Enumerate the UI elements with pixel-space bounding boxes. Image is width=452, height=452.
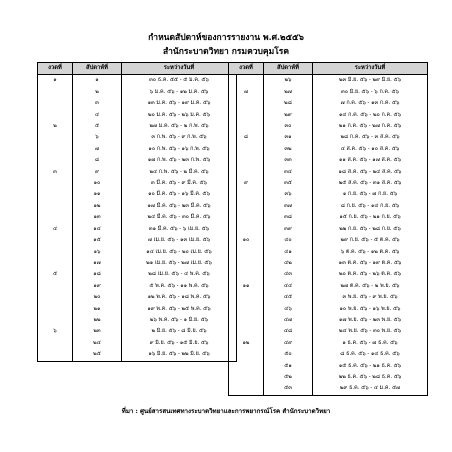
- week-cell: ๑: [73, 75, 122, 87]
- week-cell: ๑๕: [73, 235, 122, 246]
- week-cell: ๓๓: [264, 155, 313, 166]
- date-range-cell: ๓๑ มี.ค. ๕๖ - ๖ เม.ย. ๕๖: [122, 224, 237, 235]
- table-row: [229, 292, 428, 303]
- week-cell: ๓๗: [264, 201, 313, 212]
- month-cell: [38, 292, 73, 303]
- table-row: [38, 349, 237, 361]
- week-cell: ๑๖: [73, 247, 122, 258]
- week-cell: ๓๐: [264, 121, 313, 132]
- date-range-cell: ๓ ก.พ. ๕๖ - ๙ ก.พ. ๕๖: [122, 132, 237, 143]
- week-cell: ๔๙: [264, 338, 313, 349]
- table-row: [229, 144, 428, 155]
- week-cell: ๒๔: [73, 338, 122, 349]
- week-cell: ๑๐: [73, 178, 122, 189]
- month-cell: [38, 201, 73, 212]
- table-row: [229, 167, 428, 178]
- week-cell: ๑๘: [73, 269, 122, 280]
- month-cell: [229, 189, 264, 200]
- month-cell: [38, 155, 73, 166]
- table-row: [229, 338, 428, 349]
- table-row: [229, 189, 428, 200]
- week-cell: ๒๖: [264, 75, 313, 87]
- header-week: สัปดาห์ที่: [264, 63, 313, 75]
- month-cell: ๑: [38, 75, 73, 87]
- date-range-cell: ๒๐ ม.ค. ๕๖ - ๒๖ ม.ค. ๕๖: [122, 110, 237, 121]
- week-cell: ๓๔: [264, 167, 313, 178]
- table-row: [38, 281, 237, 292]
- table-row: [38, 224, 237, 235]
- date-range-cell: ๓๐ ธ.ค. ๕๕ - ๕ ม.ค. ๕๖: [122, 75, 237, 87]
- date-range-cell: ๓ พ.ย. ๕๖ - ๙ พ.ย. ๕๖: [313, 292, 428, 303]
- month-cell: [229, 75, 264, 87]
- week-cell: ๔: [73, 110, 122, 121]
- table-row: [229, 178, 428, 189]
- month-cell: [229, 212, 264, 223]
- month-cell: ๖: [38, 326, 73, 337]
- month-cell: [38, 338, 73, 349]
- table-row: [38, 258, 237, 269]
- page-title: กำหนดสัปดาห์ของการรายงาน พ.ศ.๒๕๕๖: [148, 33, 304, 43]
- table-row: [229, 98, 428, 109]
- month-cell: ๘: [229, 132, 264, 143]
- month-cell: [38, 247, 73, 258]
- table-row: [38, 326, 237, 337]
- table-row: [38, 189, 237, 200]
- month-cell: [229, 110, 264, 121]
- table-row: [229, 304, 428, 315]
- table-row: [38, 110, 237, 121]
- month-cell: [38, 98, 73, 109]
- date-range-cell: ๓ มี.ค. ๕๖ - ๙ มี.ค. ๕๖: [122, 178, 237, 189]
- week-cell: ๔๐: [264, 235, 313, 246]
- table-row: [38, 144, 237, 155]
- table-row: [38, 201, 237, 212]
- table-row: [229, 87, 428, 98]
- date-range-cell: ๑๘ ส.ค. ๕๖ - ๒๔ ส.ค. ๕๖: [313, 167, 428, 178]
- schedule-table-left: [37, 62, 237, 362]
- table-row: [229, 315, 428, 326]
- date-range-cell: ๑๕ ธ.ค. ๕๖ - ๒๑ ธ.ค. ๕๖: [313, 361, 428, 372]
- week-cell: ๑๔: [73, 224, 122, 235]
- date-range-cell: ๑๗ พ.ย. ๕๖ - ๒๓ พ.ย. ๕๖: [313, 315, 428, 326]
- table-row: [38, 178, 237, 189]
- date-range-cell: ๑๙ พ.ค. ๕๖ - ๒๕ พ.ค. ๕๖: [122, 304, 237, 315]
- month-cell: [229, 315, 264, 326]
- table-row: [229, 349, 428, 360]
- month-cell: [38, 349, 73, 361]
- date-range-cell: ๕ พ.ค. ๕๖ - ๑๑ พ.ค. ๕๖: [122, 281, 237, 292]
- date-range-cell: ๒๒ ก.ย. ๕๖ - ๒๘ ก.ย. ๕๖: [313, 224, 428, 235]
- month-cell: [229, 304, 264, 315]
- table-row: [38, 292, 237, 303]
- table-row: [229, 281, 428, 292]
- header-month: งวดที่: [38, 63, 73, 75]
- month-cell: [38, 178, 73, 189]
- week-cell: ๕๑: [264, 361, 313, 372]
- date-range-cell: ๔ ส.ค. ๕๖ - ๑๐ ส.ค. ๕๖: [313, 144, 428, 155]
- week-cell: ๑๑: [73, 189, 122, 200]
- date-range-cell: ๒๑ ก.ค. ๕๖ - ๒๗ ก.ค. ๕๖: [313, 121, 428, 132]
- date-range-cell: ๓๐ มิ.ย. ๕๖ - ๖ ก.ค. ๕๖: [313, 87, 428, 98]
- date-range-cell: ๒๔ ก.พ. ๕๖ - ๒ มี.ค. ๕๖: [122, 167, 237, 178]
- table-row: [229, 326, 428, 337]
- date-range-cell: ๑๐ ก.พ. ๕๖ - ๑๖ ก.พ. ๕๖: [122, 144, 237, 155]
- week-cell: ๔๖: [264, 304, 313, 315]
- date-range-cell: ๒๑ เม.ย. ๕๖ - ๒๗ เม.ย. ๕๖: [122, 258, 237, 269]
- date-range-cell: ๒๘ ก.ค. ๕๖ - ๓ ส.ค. ๕๖: [313, 132, 428, 143]
- table-row: [38, 87, 237, 98]
- month-cell: [229, 155, 264, 166]
- week-cell: ๕: [73, 121, 122, 132]
- week-cell: ๔๘: [264, 326, 313, 337]
- date-range-cell: ๖ ม.ค. ๕๖ - ๑๒ ม.ค. ๕๖: [122, 87, 237, 98]
- month-cell: [229, 326, 264, 337]
- date-range-cell: ๑๖ มิ.ย. ๕๖ - ๒๒ มิ.ย. ๕๖: [122, 349, 237, 361]
- date-range-cell: ๑๓ ม.ค. ๕๖ - ๑๙ ม.ค. ๕๖: [122, 98, 237, 109]
- week-cell: ๖: [73, 132, 122, 143]
- week-cell: ๑๙: [73, 281, 122, 292]
- month-cell: [38, 258, 73, 269]
- month-cell: [229, 167, 264, 178]
- week-cell: ๔๗: [264, 315, 313, 326]
- table-row: [229, 201, 428, 212]
- table-row: [229, 155, 428, 166]
- month-cell: [38, 87, 73, 98]
- week-cell: ๓๖: [264, 189, 313, 200]
- table-row: [229, 247, 428, 258]
- week-cell: ๔๔: [264, 281, 313, 292]
- month-cell: ๑๐: [229, 235, 264, 246]
- week-cell: ๔๓: [264, 269, 313, 280]
- table-row: [38, 167, 237, 178]
- date-range-cell: ๙ มิ.ย. ๕๖ - ๑๕ มิ.ย. ๕๖: [122, 338, 237, 349]
- table-row: [229, 75, 428, 87]
- month-cell: [229, 247, 264, 258]
- table-header-row: [229, 63, 428, 75]
- table-row: [229, 383, 428, 395]
- header-week: สัปดาห์ที่: [73, 63, 122, 75]
- table-row: [38, 212, 237, 223]
- week-cell: ๗: [73, 144, 122, 155]
- date-range-cell: ๑๒ พ.ค. ๕๖ - ๑๘ พ.ค. ๕๖: [122, 292, 237, 303]
- header-month: งวดที่: [229, 63, 264, 75]
- date-range-cell: ๗ ก.ค. ๕๖ - ๑๓ ก.ค. ๕๖: [313, 98, 428, 109]
- date-range-cell: ๑๐ มี.ค. ๕๖ - ๑๖ มี.ค. ๕๖: [122, 189, 237, 200]
- date-range-cell: ๑ ก.ย. ๕๖ - ๗ ก.ย. ๕๖: [313, 189, 428, 200]
- date-range-cell: ๒๕ ส.ค. ๕๖ - ๓๑ ส.ค. ๕๖: [313, 178, 428, 189]
- month-cell: [38, 281, 73, 292]
- week-cell: ๒๕: [73, 349, 122, 361]
- week-cell: ๒๗: [264, 87, 313, 98]
- date-range-cell: ๒๙ ก.ย. ๕๖ - ๕ ต.ค. ๕๖: [313, 235, 428, 246]
- table-row: [38, 132, 237, 143]
- month-cell: ๑๒: [229, 338, 264, 349]
- date-range-cell: ๒ มิ.ย. ๕๖ - ๘ มิ.ย. ๕๖: [122, 326, 237, 337]
- month-cell: [229, 144, 264, 155]
- table-row: [38, 247, 237, 258]
- week-cell: ๕๓: [264, 383, 313, 395]
- month-cell: ๓: [38, 167, 73, 178]
- month-cell: ๔: [38, 224, 73, 235]
- month-cell: ๑๑: [229, 281, 264, 292]
- week-cell: ๕๐: [264, 349, 313, 360]
- week-cell: ๓๕: [264, 178, 313, 189]
- month-cell: [229, 201, 264, 212]
- month-cell: [38, 304, 73, 315]
- date-range-cell: ๑๗ ก.พ. ๕๖ - ๒๓ ก.พ. ๕๖: [122, 155, 237, 166]
- month-cell: [38, 144, 73, 155]
- table-row: [229, 121, 428, 132]
- month-cell: [38, 132, 73, 143]
- table-header-row: [38, 63, 237, 75]
- schedule-table-right: [228, 62, 428, 396]
- table-row: [38, 98, 237, 109]
- month-cell: [229, 224, 264, 235]
- date-range-cell: ๑๐ พ.ย. ๕๖ - ๑๖ พ.ย. ๕๖: [313, 304, 428, 315]
- date-range-cell: ๒๗ ต.ค. ๕๖ - ๒ พ.ย. ๕๖: [313, 281, 428, 292]
- week-cell: ๒: [73, 87, 122, 98]
- table-row: [38, 155, 237, 166]
- table-row: [38, 235, 237, 246]
- table-row: [229, 235, 428, 246]
- table-row: [38, 304, 237, 315]
- date-range-cell: ๒๖ พ.ค. ๕๖ - ๑ มิ.ย. ๕๖: [122, 315, 237, 326]
- date-range-cell: ๑๑ ส.ค. ๕๖ - ๑๗ ส.ค. ๕๖: [313, 155, 428, 166]
- month-cell: [229, 292, 264, 303]
- week-cell: ๘: [73, 155, 122, 166]
- page-subtitle: สำนักระบาดวิทยา กรมควบคุมโรค: [162, 47, 290, 57]
- table-row: [38, 121, 237, 132]
- date-range-cell: ๗ เม.ย. ๕๖ - ๑๓ เม.ย. ๕๖: [122, 235, 237, 246]
- date-range-cell: ๑๔ ก.ค. ๕๖ - ๒๐ ก.ค. ๕๖: [313, 110, 428, 121]
- month-cell: [229, 349, 264, 360]
- date-range-cell: ๒๘ เม.ย. ๕๖ - ๔ พ.ค. ๕๖: [122, 269, 237, 280]
- week-cell: ๔๑: [264, 247, 313, 258]
- table-row: [229, 361, 428, 372]
- table-row: [38, 315, 237, 326]
- month-cell: [38, 235, 73, 246]
- week-cell: ๕๒: [264, 372, 313, 383]
- month-cell: [38, 315, 73, 326]
- week-cell: ๓๙: [264, 224, 313, 235]
- month-cell: [229, 361, 264, 372]
- week-cell: ๒๘: [264, 98, 313, 109]
- table-row: [229, 110, 428, 121]
- date-range-cell: ๑๕ ก.ย. ๕๖ - ๒๑ ก.ย. ๕๖: [313, 212, 428, 223]
- month-cell: [38, 212, 73, 223]
- week-cell: ๔๕: [264, 292, 313, 303]
- table-row: [229, 372, 428, 383]
- week-cell: ๒๑: [73, 304, 122, 315]
- date-range-cell: ๑๔ เม.ย. ๕๖ - ๒๐ เม.ย. ๕๖: [122, 247, 237, 258]
- week-cell: ๑๓: [73, 212, 122, 223]
- week-cell: ๓๒: [264, 144, 313, 155]
- week-cell: ๑๗: [73, 258, 122, 269]
- month-cell: ๙: [229, 178, 264, 189]
- month-cell: [229, 372, 264, 383]
- week-cell: ๓๘: [264, 212, 313, 223]
- month-cell: ๕: [38, 269, 73, 280]
- header-date-range: ระหว่างวันที่: [122, 63, 237, 75]
- week-cell: ๓: [73, 98, 122, 109]
- week-cell: ๒๓: [73, 326, 122, 337]
- date-range-cell: ๖ ต.ค. ๕๖ - ๑๒ ต.ค. ๕๖: [313, 247, 428, 258]
- month-cell: [229, 383, 264, 395]
- month-cell: [229, 269, 264, 280]
- month-cell: [229, 98, 264, 109]
- week-cell: ๔๒: [264, 258, 313, 269]
- month-cell: ๒: [38, 121, 73, 132]
- source-note: ที่มา : ศูนย์สารสนเทศทางระบาดวิทยาและการพยากรณ์โรค สำนักระบาดวิทยา: [121, 408, 331, 415]
- date-range-cell: ๒๔ มี.ค. ๕๖ - ๓๐ มี.ค. ๕๖: [122, 212, 237, 223]
- month-cell: [38, 110, 73, 121]
- table-row: [229, 258, 428, 269]
- week-cell: ๒๒: [73, 315, 122, 326]
- date-range-cell: ๒๗ ม.ค. ๕๖ - ๒ ก.พ. ๕๖: [122, 121, 237, 132]
- month-cell: [229, 121, 264, 132]
- table-row: [229, 269, 428, 280]
- header-date-range: ระหว่างวันที่: [313, 63, 428, 75]
- date-range-cell: ๑ ธ.ค. ๕๖ - ๗ ธ.ค. ๕๖: [313, 338, 428, 349]
- table-row: [229, 224, 428, 235]
- table-row: [38, 269, 237, 280]
- date-range-cell: ๒๙ ธ.ค. ๕๖ - ๔ ม.ค. ๕๗: [313, 383, 428, 395]
- table-row: [229, 132, 428, 143]
- date-range-cell: ๘ ก.ย. ๕๖ - ๑๔ ก.ย. ๕๖: [313, 201, 428, 212]
- date-range-cell: ๒๔ พ.ย. ๕๖ - ๓๐ พ.ย. ๕๖: [313, 326, 428, 337]
- date-range-cell: ๒๐ ต.ค. ๕๖ - ๒๖ ต.ค. ๕๖: [313, 269, 428, 280]
- week-cell: ๒๐: [73, 292, 122, 303]
- month-cell: [229, 258, 264, 269]
- week-cell: ๒๙: [264, 110, 313, 121]
- month-cell: [38, 189, 73, 200]
- week-cell: ๙: [73, 167, 122, 178]
- date-range-cell: ๑๓ ต.ค. ๕๖ - ๑๙ ต.ค. ๕๖: [313, 258, 428, 269]
- date-range-cell: ๑๗ มี.ค. ๕๖ - ๒๓ มี.ค. ๕๖: [122, 201, 237, 212]
- table-row: [38, 338, 237, 349]
- table-row: [38, 75, 237, 87]
- date-range-cell: ๘ ธ.ค. ๕๖ - ๑๔ ธ.ค. ๕๖: [313, 349, 428, 360]
- date-range-cell: ๒๓ มิ.ย. ๕๖ - ๒๙ มิ.ย. ๕๖: [313, 75, 428, 87]
- table-row: [229, 212, 428, 223]
- week-cell: ๑๒: [73, 201, 122, 212]
- date-range-cell: ๒๒ ธ.ค. ๕๖ - ๒๘ ธ.ค. ๕๖: [313, 372, 428, 383]
- month-cell: ๗: [229, 87, 264, 98]
- week-cell: ๓๑: [264, 132, 313, 143]
